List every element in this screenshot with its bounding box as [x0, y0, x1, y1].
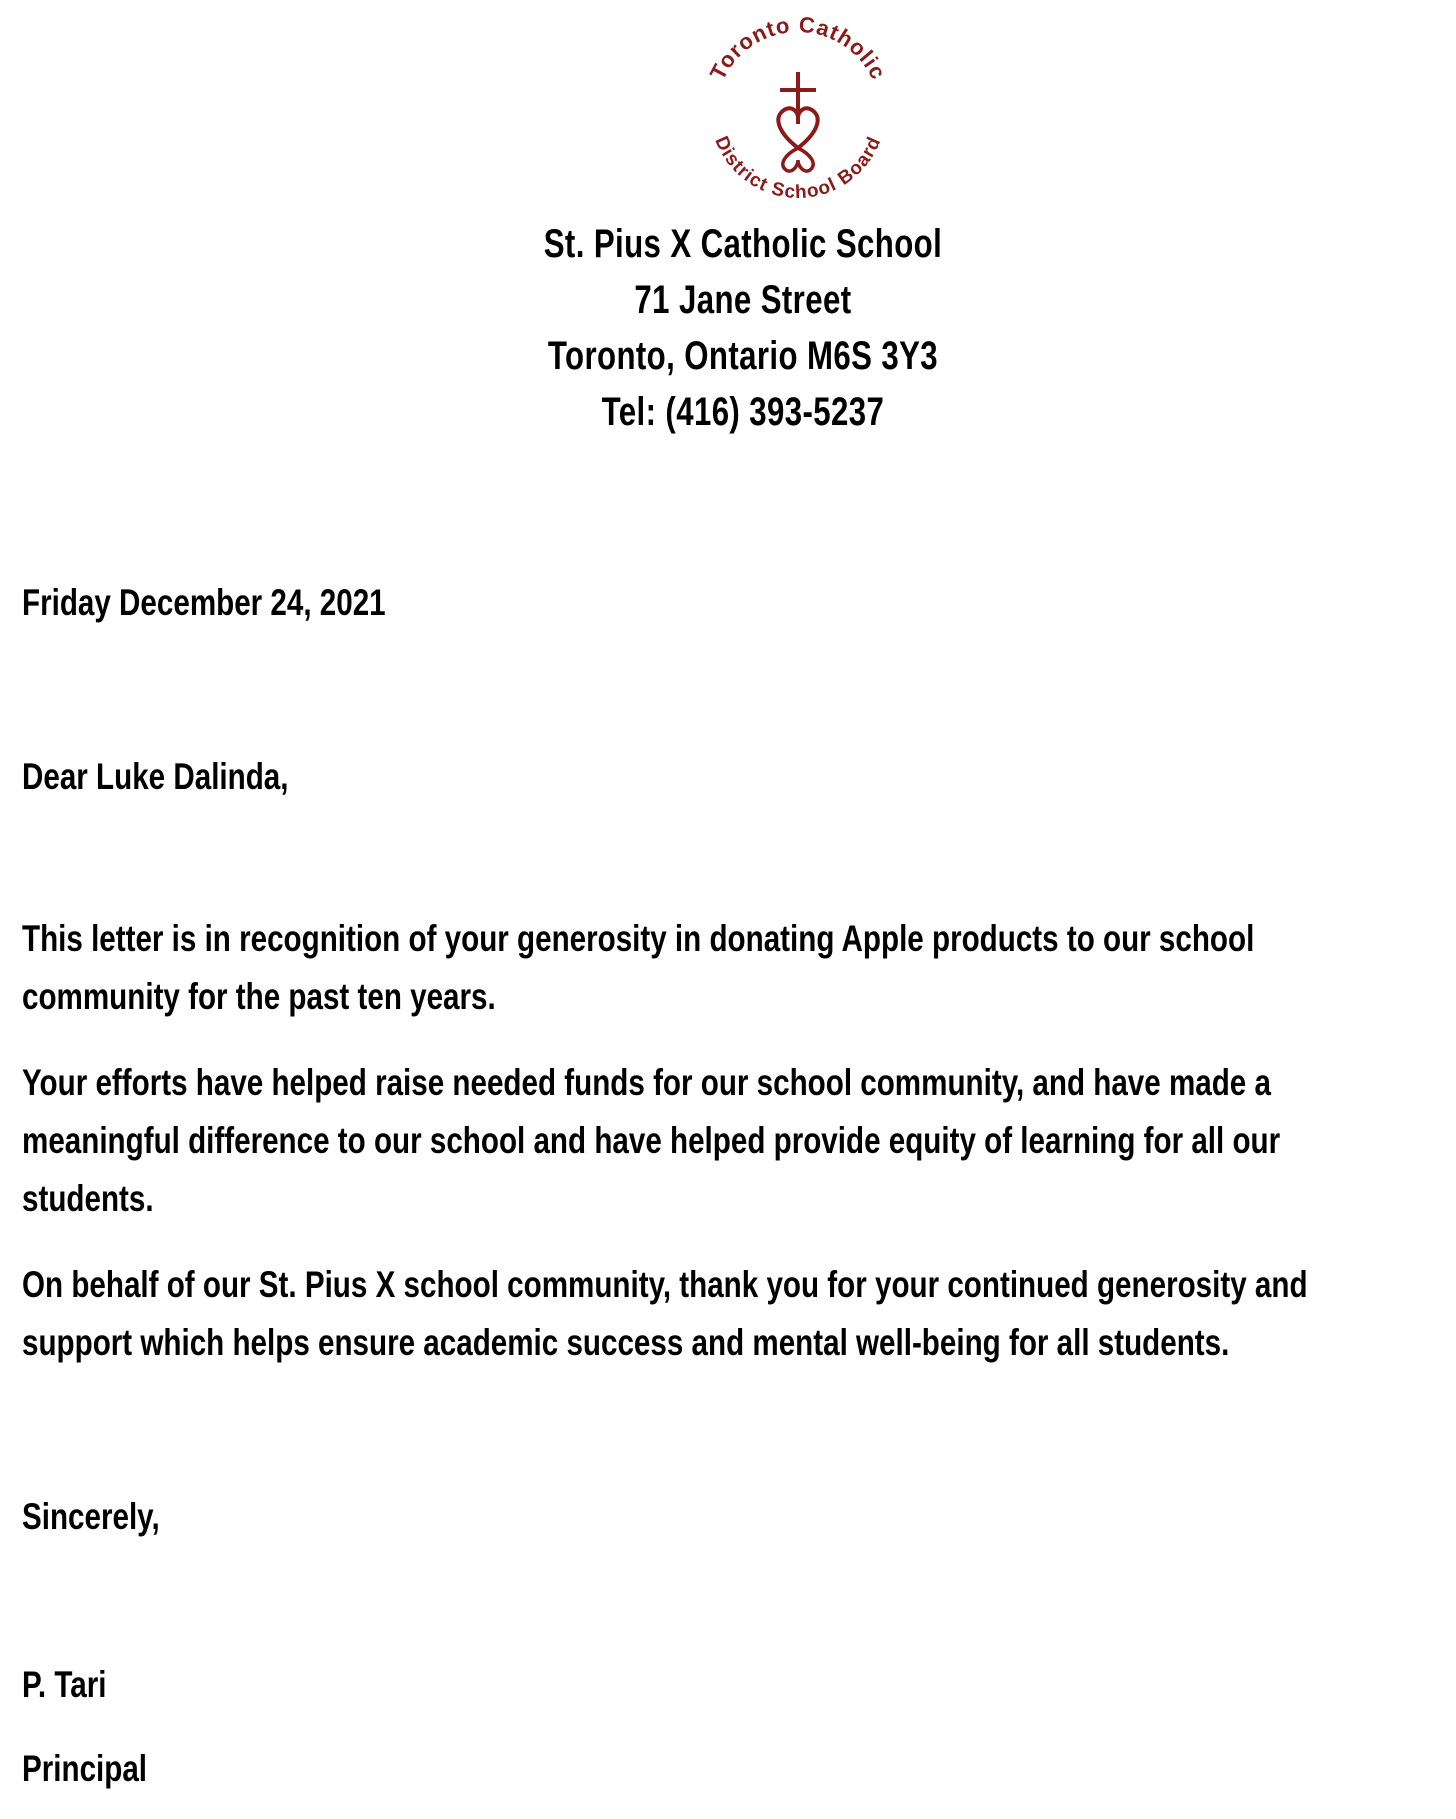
signature-title: Principal [22, 1748, 148, 1789]
paragraph-line: community for the past ten years. [22, 976, 496, 1017]
salutation: Dear Luke Dalinda, [22, 756, 289, 797]
paragraph-line: support which helps ensure academic success and mental well-being for all students. [22, 1322, 1230, 1363]
school-name: St. Pius X Catholic School [543, 222, 943, 266]
closing: Sincerely, [22, 1496, 160, 1537]
body-paragraph-3 [22, 1256, 1456, 1372]
paragraph-line: On behalf of our St. Pius X school community, thank you for your continued generosity and [22, 1264, 1308, 1305]
logo-top-text: Toronto Catholic [704, 14, 892, 84]
logo-bottom-text: District School Board [710, 133, 886, 204]
phone-number: Tel: (416) 393-5237 [601, 390, 885, 434]
school-address-block [175, 216, 1311, 440]
paragraph-line: students. [22, 1178, 154, 1219]
letter-date: Friday December 24, 2021 [22, 582, 386, 623]
street-address: 71 Jane Street [634, 278, 852, 322]
paragraph-line: This letter is in recognition of your generosity in donating Apple products to our school [22, 918, 1255, 959]
svg-text:District School Board [710, 133, 885, 203]
body-paragraph-2 [22, 1054, 1456, 1228]
signature-name: P. Tari [22, 1664, 107, 1705]
paragraph-line: Your efforts have helped raise needed funds for our school community, and have made a [22, 1062, 1271, 1103]
city-postal: Toronto, Ontario M6S 3Y3 [547, 334, 939, 378]
school-board-logo [688, 14, 908, 214]
body-paragraph-1 [22, 910, 1456, 1026]
tcdsb-seal-icon [688, 14, 908, 214]
paragraph-line: meaningful difference to our school and have helped provide equity of learning for all our [22, 1120, 1281, 1161]
